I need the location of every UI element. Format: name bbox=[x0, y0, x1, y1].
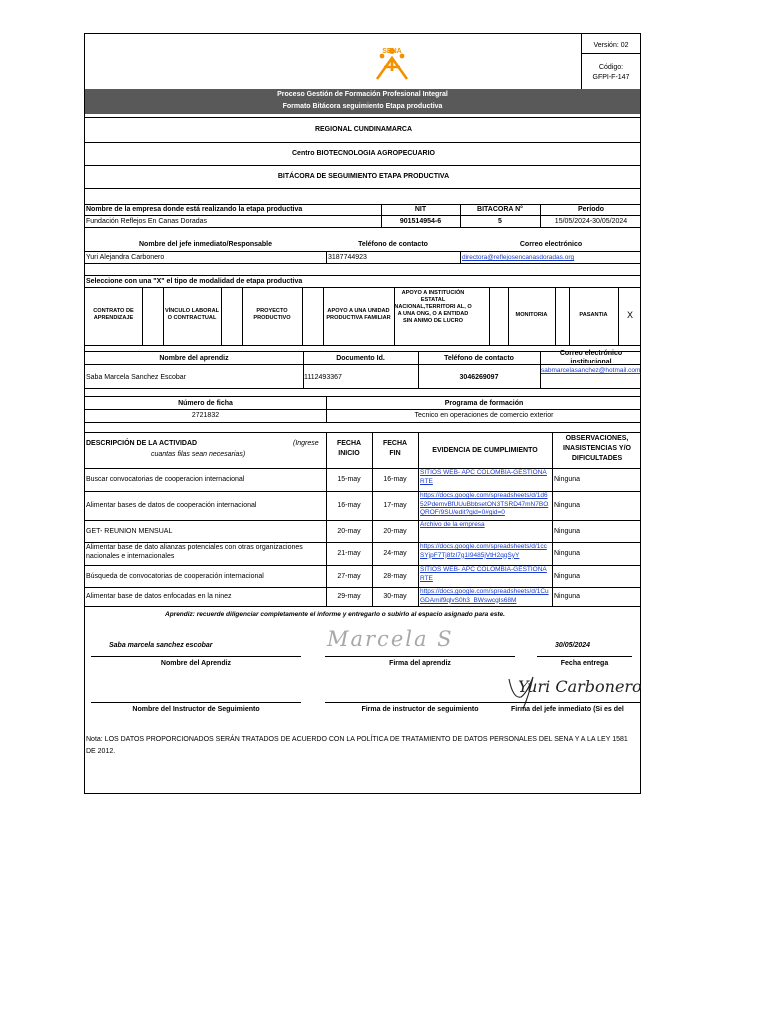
activity-obs-base-ninez: Ninguna bbox=[554, 593, 581, 600]
activity-desc-alimentar-bases: Alimentar bases de datos de cooperación internacional bbox=[86, 502, 257, 509]
evidence-label: EVIDENCIA DE CUMPLIMIENTO bbox=[432, 447, 538, 454]
modality-prompt: Seleccione con una "X" el tipo de modalidad de etapa productiva bbox=[86, 278, 303, 285]
apprentice-phone-label: Teléfono de contacto bbox=[444, 355, 514, 362]
banner-line-2: Formato Bitácora seguimiento Etapa productiva bbox=[282, 103, 443, 110]
modality-option-contrato: CONTRATO DE APRENDIZAJE bbox=[93, 308, 134, 321]
apprentice-email-link[interactable]: sabmarcelasanchez@hotmail.com bbox=[541, 367, 641, 374]
activity-end-alianzas-potenciales: 24-may bbox=[383, 550, 407, 557]
company-label: Nombre de la empresa donde está realizando la etapa productiva bbox=[86, 206, 303, 213]
activity-evidence-link-base-ninez[interactable]: https://docs.google.com/spreadsheets/d/1CuGDAmif9qlvS0h3_BWswcgIs68M bbox=[420, 588, 549, 604]
activity-end-reunion-mensual: 20-may bbox=[383, 527, 407, 535]
data-policy-note: Nota: LOS DATOS PROPORCIONADOS SERÁN TRATADOS DE ACUERDO CON LA POLÍTICA DE TRATAMIENTO DE DATOS PERSONALES DEL SENA Y A LA LEY 1581 DE 2012. bbox=[86, 736, 628, 755]
boss-name: Yuri Alejandra Carbonero bbox=[86, 254, 165, 261]
apprentice-doc-label: Documento Id. bbox=[336, 355, 385, 362]
process-banner bbox=[85, 89, 640, 114]
boss-email-label: Correo electrónico bbox=[519, 241, 583, 248]
nit-value: 901514954-6 bbox=[399, 218, 442, 225]
observations-label: OBSERVACIONES, INASISTENCIAS Y/O DIFICULTADES bbox=[563, 435, 631, 462]
bitacora-form bbox=[84, 33, 641, 794]
delivery-date: 30/05/2024 bbox=[555, 642, 591, 649]
activity-obs-buscar-convocatorias: Ninguna bbox=[554, 476, 581, 483]
boss-phone-label: Teléfono de contacto bbox=[358, 241, 428, 248]
activity-start-reunion-mensual: 20-may bbox=[337, 527, 361, 535]
company-name: Fundación Reflejos En Canas Doradas bbox=[86, 218, 208, 225]
activity-end-base-ninez: 30-may bbox=[383, 593, 407, 600]
activity-row-divider bbox=[85, 565, 640, 566]
bitacora-no-label: BITACORA N° bbox=[477, 206, 523, 213]
activity-obs-alimentar-bases: Ninguna bbox=[554, 502, 581, 509]
start-date-label: FECHA INICIO bbox=[336, 440, 362, 457]
apprentice-signature: Marcela S bbox=[327, 627, 454, 651]
apprentice-email-label: Correo electrónico institucional bbox=[559, 350, 623, 363]
activity-evidence-link-alimentar-bases[interactable]: https://docs.google.com/spreadsheets/d/1d652PdemvBfUUuBbbsetON3TSRD47mN7BOQROF/9SU/edit?gid=0#gid=0 bbox=[420, 492, 549, 516]
version-text: Versión: 02 bbox=[593, 42, 629, 49]
bitacora-title: BITÁCORA DE SEGUIMIENTO ETAPA PRODUCTIVA bbox=[277, 173, 450, 180]
sena-logo bbox=[371, 39, 413, 83]
activity-desc-hint-2: cuantas filas sean necesarias) bbox=[151, 451, 246, 458]
activity-evidence-link-alianzas-potenciales[interactable]: https://docs.google.com/spreadsheets/d/1ccSYjpF7Tj8fzI7g1I9485jVtH2qqSyY bbox=[420, 543, 547, 559]
activity-evidence-link-buscar-convocatorias[interactable]: SITIOS WEB- APC COLOMBIA-GESTIONARTE bbox=[420, 469, 547, 485]
modality-option-vinculo: VÍNCULO LABORAL O CONTRACTUAL bbox=[164, 308, 220, 321]
activity-end-busqueda-convocatorias: 28-may bbox=[383, 572, 407, 580]
activity-evidence-link-reunion-mensual[interactable]: Archivo de la empresa bbox=[420, 521, 485, 528]
program-value: Tecnico en operaciones de comercio exterior bbox=[414, 412, 554, 419]
activity-desc-label: DESCRIPCIÓN DE LA ACTIVIDAD bbox=[86, 440, 198, 447]
ficha-label: Número de ficha bbox=[178, 400, 233, 407]
period-label: Período bbox=[577, 206, 605, 213]
apprentice-name-footer-label: Nombre del Aprendiz bbox=[160, 660, 232, 667]
apprentice-sig-label: Firma del aprendiz bbox=[389, 660, 451, 667]
apprentice-name-label: Nombre del aprendiz bbox=[159, 355, 229, 362]
activity-desc-base-ninez: Alimentar base de datos enfocadas en la ninez bbox=[86, 593, 232, 600]
apprentice-name: Saba Marcela Sanchez Escobar bbox=[86, 374, 186, 381]
activity-start-buscar-convocatorias: 15-may bbox=[337, 476, 361, 483]
modality-option-institucion: APOYO A INSTITUCIÓN ESTATAL NACIONAL,TERRITORI AL, O A UNA ONG, O A ENTIDAD SIN ANIMO DE LUCRO bbox=[394, 290, 472, 324]
period-value: 15/05/2024-30/05/2024 bbox=[554, 218, 628, 225]
activity-row-divider bbox=[85, 520, 640, 521]
activity-start-alianzas-potenciales: 21-may bbox=[337, 550, 361, 557]
reminder-text: Aprendiz: recuerde diligenciar completamente el informe y entregarlo o subirlo al espacio asignado para este. bbox=[165, 611, 505, 618]
modality-option-proyecto: PROYECTO PRODUCTIVO bbox=[253, 308, 291, 321]
activity-desc-busqueda-convocatorias: Búsqueda de convocatorias de cooperación internacional bbox=[86, 572, 264, 580]
activity-end-alimentar-bases: 17-may bbox=[383, 502, 407, 509]
delivery-label: Fecha entrega bbox=[560, 660, 609, 667]
boss-email-link[interactable]: directora@reflejosencanasdoradas.org bbox=[462, 254, 575, 261]
apprentice-doc: 1112493367 bbox=[304, 374, 342, 381]
code-label: Código: bbox=[598, 64, 624, 71]
modality-option-unidad-familiar: APOYO A UNA UNIDAD PRODUCTIVA FAMILIAR bbox=[326, 308, 391, 321]
centro-title: Centro BIOTECNOLOGIA AGROPECUARIO bbox=[292, 150, 435, 157]
apprentice-phone: 3046269097 bbox=[459, 374, 499, 381]
modality-option-monitoria: MONITORIA bbox=[515, 312, 548, 318]
apprentice-sig-name: Saba marcela sanchez escobar bbox=[109, 642, 213, 649]
activity-desc-alianzas-potenciales: Alimentar base de dato alianzas potenciales con otras organizaciones nacionales e internacionales bbox=[86, 544, 303, 560]
instructor-sig-label: Firma de instructor de seguimiento bbox=[361, 706, 479, 713]
activity-desc-hint-1: (Ingrese bbox=[293, 440, 319, 447]
boss-sig-label: Firma del jefe inmediato (Si es del bbox=[511, 706, 624, 713]
program-label: Programa de formación bbox=[444, 400, 524, 407]
banner-line-1: Proceso Gestión de Formación Profesional Integral bbox=[277, 91, 448, 98]
activity-row-divider bbox=[85, 491, 640, 492]
activity-desc-reunion-mensual: GET- REUNION MENSUAL bbox=[86, 527, 173, 535]
ficha-value: 2721832 bbox=[191, 412, 220, 419]
activity-evidence-link-busqueda-convocatorias[interactable]: SITIOS WEB- APC COLOMBIA-GESTIONARTE bbox=[420, 566, 547, 582]
end-date-label: FECHA FIN bbox=[382, 440, 408, 457]
activity-row-divider bbox=[85, 606, 640, 607]
activity-start-busqueda-convocatorias: 27-may bbox=[337, 572, 361, 580]
instructor-name-label: Nombre del Instructor de Seguimiento bbox=[132, 706, 260, 713]
activity-obs-alianzas-potenciales: Ninguna bbox=[554, 550, 581, 557]
sena-logo-text: SENA bbox=[382, 48, 402, 55]
modality-option-pasantia: PASANTIA bbox=[579, 312, 608, 318]
boss-signature: Yuri Carbonero bbox=[518, 677, 642, 696]
modality-mark-pasantia[interactable]: X bbox=[626, 310, 633, 320]
activity-obs-busqueda-convocatorias: Ninguna bbox=[554, 572, 581, 580]
activity-end-buscar-convocatorias: 16-may bbox=[383, 476, 407, 483]
boss-phone: 3187744923 bbox=[328, 254, 367, 261]
regional-title: REGIONAL CUNDINAMARCA bbox=[314, 126, 413, 133]
boss-name-label: Nombre del jefe inmediato/Responsable bbox=[138, 241, 273, 248]
activity-start-alimentar-bases: 16-may bbox=[337, 502, 361, 509]
bitacora-no-value: 5 bbox=[498, 218, 502, 225]
activity-desc-buscar-convocatorias: Buscar convocatorias de cooperacion internacional bbox=[86, 476, 245, 483]
activity-row-divider bbox=[85, 587, 640, 588]
code-value: GFPI-F-147 bbox=[592, 74, 630, 81]
activity-obs-reunion-mensual: Ninguna bbox=[554, 527, 581, 535]
activity-start-base-ninez: 29-may bbox=[337, 593, 361, 600]
nit-label: NIT bbox=[414, 206, 427, 213]
